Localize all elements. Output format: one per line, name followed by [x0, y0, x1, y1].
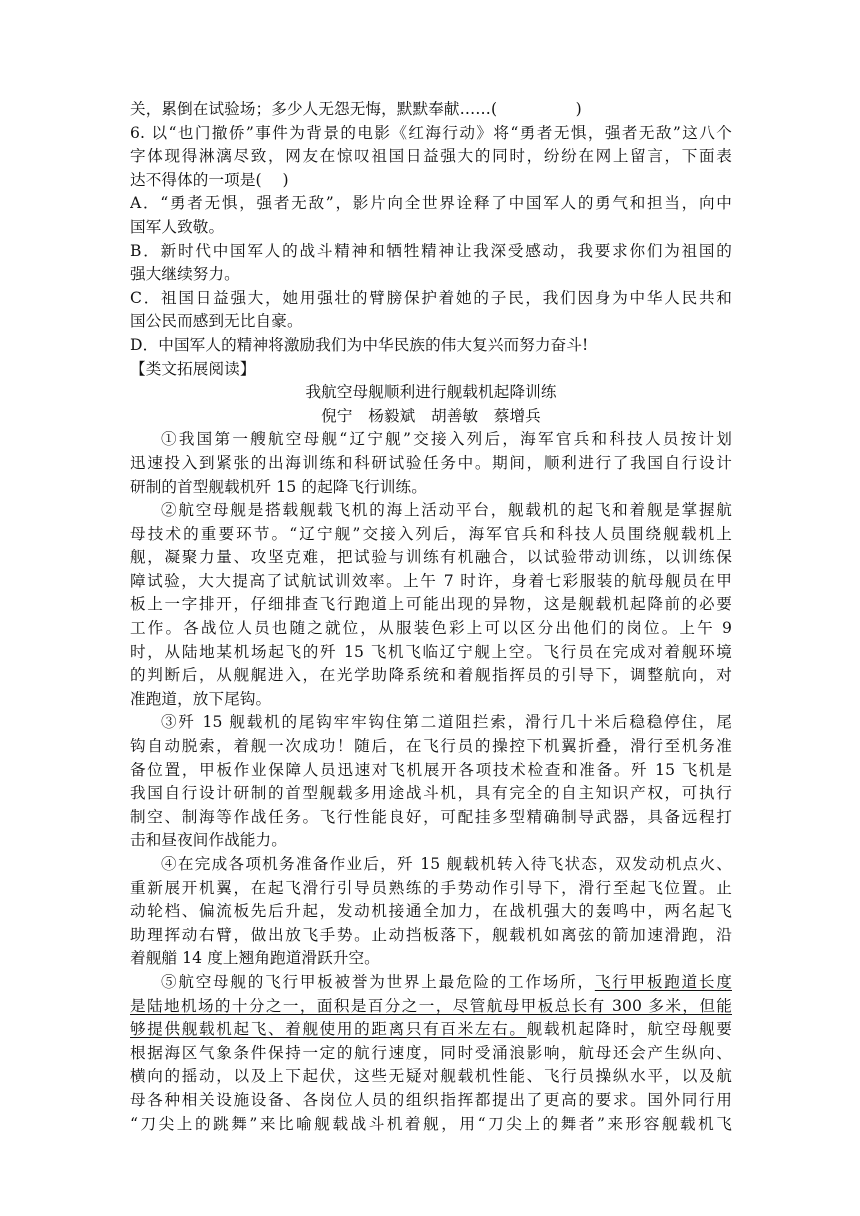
underlined-text: 是陆地机场的十分之一，面积是百分之一，尽管航母甲板总长有 300 多米，但能 [130, 996, 732, 1015]
paragraph-line: 击和昼夜间作战能力。 [130, 831, 287, 850]
paragraph-line: 母技术的重要环节。“辽宁舰”交接入列后，海军官兵和科技人员围绕舰载机上 [130, 524, 732, 543]
paragraph-line: ②航空母舰是搭载舰载飞机的海上活动平台，舰载机的起飞和着舰是掌握航 [161, 501, 732, 520]
prev-question-tail: 关，累倒在试验场；多少人无怨无悔，默默奉献……( ) [130, 100, 582, 118]
paragraph-line [130, 1018, 732, 1042]
paragraph-line: ①我国第一艘航空母舰“辽宁舰”交接入列后，海军官兵和科技人员按计划 [161, 430, 732, 449]
option-b-line: 强大继续努力。 [130, 265, 240, 284]
paragraph-line [130, 971, 732, 995]
question-6-stem-line: 6. 以“也门撤侨”事件为背景的电影《红海行动》将“勇者无惧，强者无敌”这八个 [130, 123, 732, 142]
paragraph-line [130, 995, 732, 1019]
paragraph-line: 障试验，大大提高了试航试训效率。上午 7 时许，身着七彩服装的航母舰员在甲 [130, 571, 732, 590]
paragraph-line: 横向的摇动，以及上下起伏，这些无疑对舰载机性能、飞行员操纵水平，以及航 [130, 1067, 732, 1086]
paragraph-line: 工作。各战位人员也随之就位，从服装色彩上可以区分出他们的岗位。上午 9 [130, 619, 732, 638]
paragraph-line: 动轮档、偏流板先后升起，发动机接通全加力，在战机强大的轰鸣中，两名起飞 [130, 902, 732, 921]
paragraph-line: 舰，凝聚力量、攻坚克难，把试验与训练有机融合，以试验带动训练，以训练保 [130, 548, 732, 567]
paragraph-line: 钩自动脱索，着舰一次成功！随后，在飞行员的操控下机翼折叠，滑行至机务准 [130, 737, 732, 756]
article-title: 我航空母舰顺利进行舰载机起降训练 [305, 383, 557, 402]
question-6 [130, 122, 732, 358]
option-c-line: 国公民而感到无比自豪。 [130, 312, 303, 331]
paragraph-line: 备位置，甲板作业保障人员迅速对飞机展开各项技术检查和准备。歼 15 飞机是 [130, 760, 732, 779]
paragraph-line: 母各种相关设施设备、各岗位人员的组织指挥都提出了更高的要求。国外同行用 [130, 1090, 732, 1109]
article-authors: 倪宁 杨毅斌 胡善敏 蔡增兵 [321, 406, 541, 425]
article [130, 381, 732, 1136]
paragraph-line: 着舰艏 14 度上翘角跑道滑跃升空。 [130, 949, 380, 968]
paragraph-line: 重新展开机翼，在起飞滑行引导员熟练的手势动作引导下，滑行至起飞位置。止 [130, 878, 732, 897]
section-heading: 【类文拓展阅读】 [130, 359, 256, 378]
underlined-text: 飞行甲板跑道长度 [594, 972, 732, 991]
paragraph-text: 舰载机起降时，航空母舰要 [526, 1020, 732, 1039]
paragraph-4 [130, 853, 732, 971]
paragraph-line: 研制的首型舰载机歼 15 的起降飞行训练。 [130, 477, 427, 496]
option-a-line: 国军人致敬。 [130, 217, 225, 236]
paragraph-line: 迅速投入到紧张的出海训练和科研试验任务中。期间，顺利进行了我国自行设计 [130, 453, 732, 472]
option-d-line: D．中国军人的精神将激励我们为中华民族的伟大复兴而努力奋斗! [130, 335, 589, 354]
paragraph-line: 的判断后，从舰艉进入，在光学助降系统和着舰指挥员的引导下，调整航向，对 [130, 666, 732, 685]
document-page [130, 98, 732, 1136]
paragraph-2 [130, 499, 732, 711]
paragraph-line: 制空、制海等作战任务。飞行性能良好，可配挂多型精确制导武器，具备远程打 [130, 807, 732, 826]
paragraph-1 [130, 428, 732, 499]
paragraph-line: 助理挥动右臂，做出放飞手势。止动挡板落下，舰载机如离弦的箭加速滑跑，沿 [130, 925, 732, 944]
question-6-stem-line: 字体现得淋漓尽致，网友在惊叹祖国日益强大的同时，纷纷在网上留言，下面表 [130, 147, 732, 166]
option-b-line: B．新时代中国军人的战斗精神和牺牲精神让我深受感动，我要求你们为祖国的 [130, 241, 732, 260]
paragraph-line: ③歼 15 舰载机的尾钩牢牢钩住第二道阻拦索，滑行几十米后稳稳停住，尾 [161, 713, 732, 732]
paragraph-line: 准跑道，放下尾钩。 [130, 689, 272, 708]
paragraph-line: “刀尖上的跳舞”来比喻舰载战斗机着舰，用“刀尖上的舞者”来形容舰载机飞 [130, 1114, 732, 1133]
paragraph-3 [130, 711, 732, 853]
underlined-text: 够提供舰载机起飞、着舰使用的距离只有百米左右。 [130, 1020, 527, 1039]
paragraph-line: 我国自行设计研制的首型舰载多用途战斗机，具有完全的自主知识产权，可执行 [130, 784, 732, 803]
paragraph-text: ⑤航空母舰的飞行甲板被誉为世界上最危险的工作场所， [161, 972, 595, 991]
paragraph-line: 板上一字排开，仔细排查飞行跑道上可能出现的异物，这是舰载机起降前的必要 [130, 595, 732, 614]
paragraph-5 [130, 971, 732, 1136]
option-c-line: C．祖国日益强大，她用强壮的臂膀保护着她的子民，我们因身为中华人民共和 [130, 288, 732, 307]
option-a-line: A．“勇者无惧，强者无敌”，影片向全世界诠释了中国军人的勇气和担当，向中 [130, 194, 732, 213]
paragraph-line: 时，从陆地某机场起飞的歼 15 飞机飞临辽宁舰上空。飞行员在完成对着舰环境 [130, 642, 732, 661]
paragraph-line: ④在完成各项机务准备作业后，歼 15 舰载机转入待飞状态，双发动机点火、 [161, 855, 732, 873]
question-6-stem-line: 达不得体的一项是( ) [130, 170, 289, 189]
paragraph-line: 根据海区气象条件保持一定的航行速度，同时受涌浪影响，航母还会产生纵向、 [130, 1043, 732, 1062]
